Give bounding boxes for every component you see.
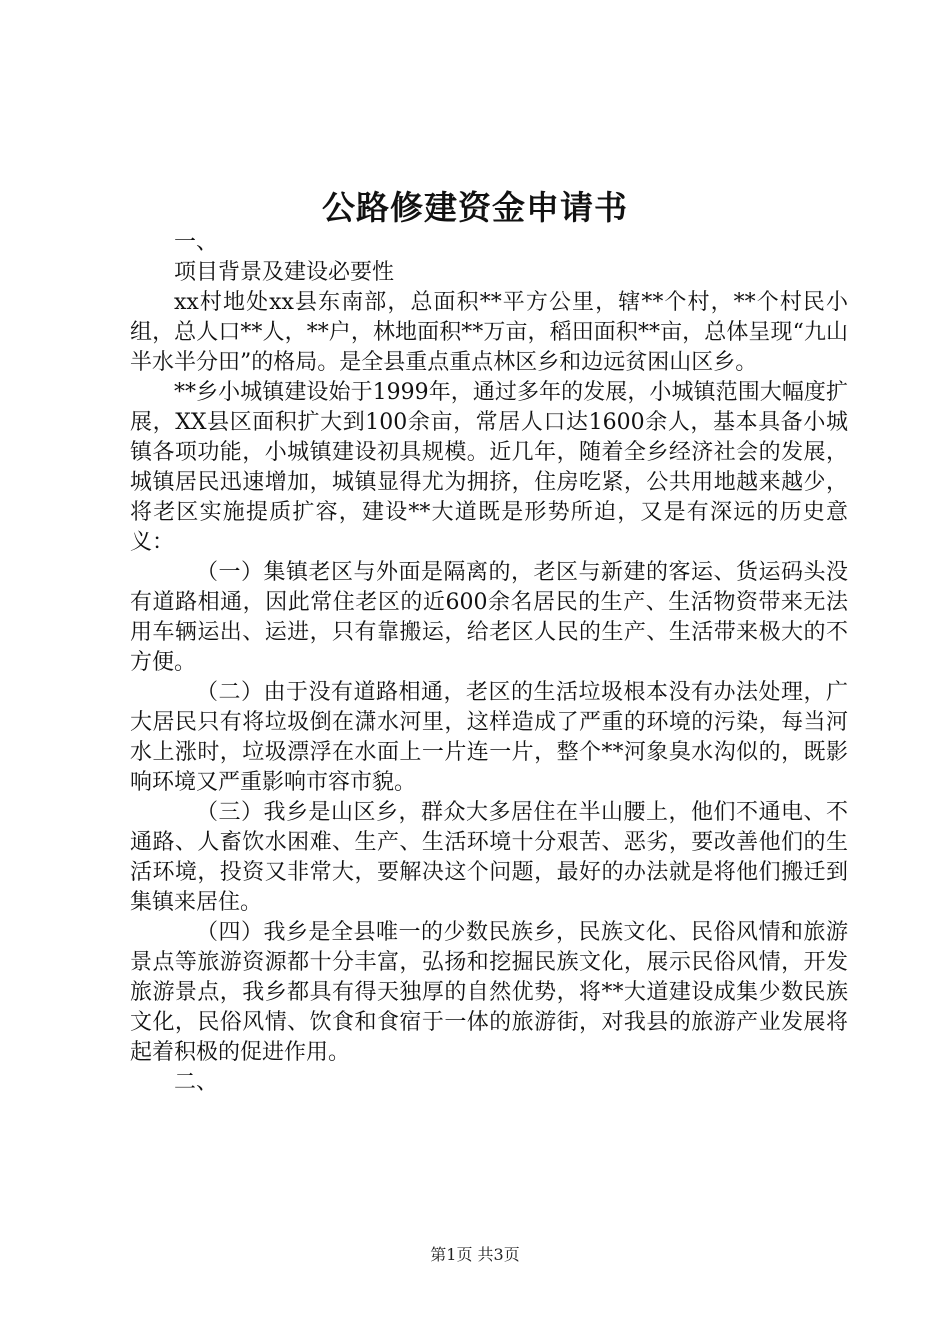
paragraph-item-three: （三）我乡是山区乡，群众大多居住在半山腰上，他们不通电、不通路、人畜饮水困难、生产、生活环境十分艰苦、恶劣，要改善他们的生活环境，投资又非常大，要解决这个问题，最好的办法就是将他们搬迁到集镇来居住。 bbox=[130, 800, 848, 915]
paragraph-item-four: （四）我乡是全县唯一的少数民族乡，民族文化、民俗风情和旅游景点等旅游资源都十分丰富，弘扬和挖掘民族文化，展示民俗风情，开发旅游景点，我乡都具有得天独厚的自然优势，将**大道建设成集少数民族文化，民俗风情、饮食和食宿于一体的旅游街，对我县的旅游产业发展将起着积极的促进作用。 bbox=[130, 920, 848, 1065]
paragraph-item-one: （一）集镇老区与外面是隔离的，老区与新建的客运、货运码头没有道路相通，因此常住老区的近600余名居民的生产、生活物资带来无法用车辆运出、运进，只有靠搬运，给老区人民的生产、生活带来极大的不方便。 bbox=[130, 560, 848, 675]
section-subtitle: 项目背景及建设必要性 bbox=[174, 260, 395, 285]
page-footer: 第1页 共3页 bbox=[430, 1245, 520, 1264]
document-title: 公路修建资金申请书 bbox=[322, 188, 628, 227]
paragraph-village-overview: xx村地处xx县东南部，总面积**平方公里，辖**个村，**个村民小组，总人口**人，**户，林地面积**万亩，稻田面积**亩，总体呈现“九山半水半分田”的格局。是全县重点重点林区乡和边远贫困山区乡。 bbox=[130, 290, 848, 375]
paragraph-town-development: **乡小城镇建设始于1999年，通过多年的发展，小城镇范围大幅度扩展，XX县区面积扩大到100余亩，常居人口达1600余人，基本具备小城镇各项功能，小城镇建设初具规模。近几年，随着全乡经济社会的发展，城镇居民迅速增加，城镇显得尤为拥挤，住房吃紧，公共用地越来越少，将老区实施提质扩容，建设**大道既是形势所迫，又是有深远的历史意义： bbox=[130, 380, 848, 555]
section-heading-one: 一、 bbox=[174, 230, 219, 255]
section-heading-two: 二、 bbox=[174, 1070, 219, 1095]
paragraph-item-two: （二）由于没有道路相通，老区的生活垃圾根本没有办法处理，广大居民只有将垃圾倒在潇水河里，这样造成了严重的环境的污染，每当河水上涨时，垃圾漂浮在水面上一片连一片，整个**河象臭水沟似的，既影响环境又严重影响市容市貌。 bbox=[130, 680, 848, 795]
document-body bbox=[130, 228, 848, 1098]
